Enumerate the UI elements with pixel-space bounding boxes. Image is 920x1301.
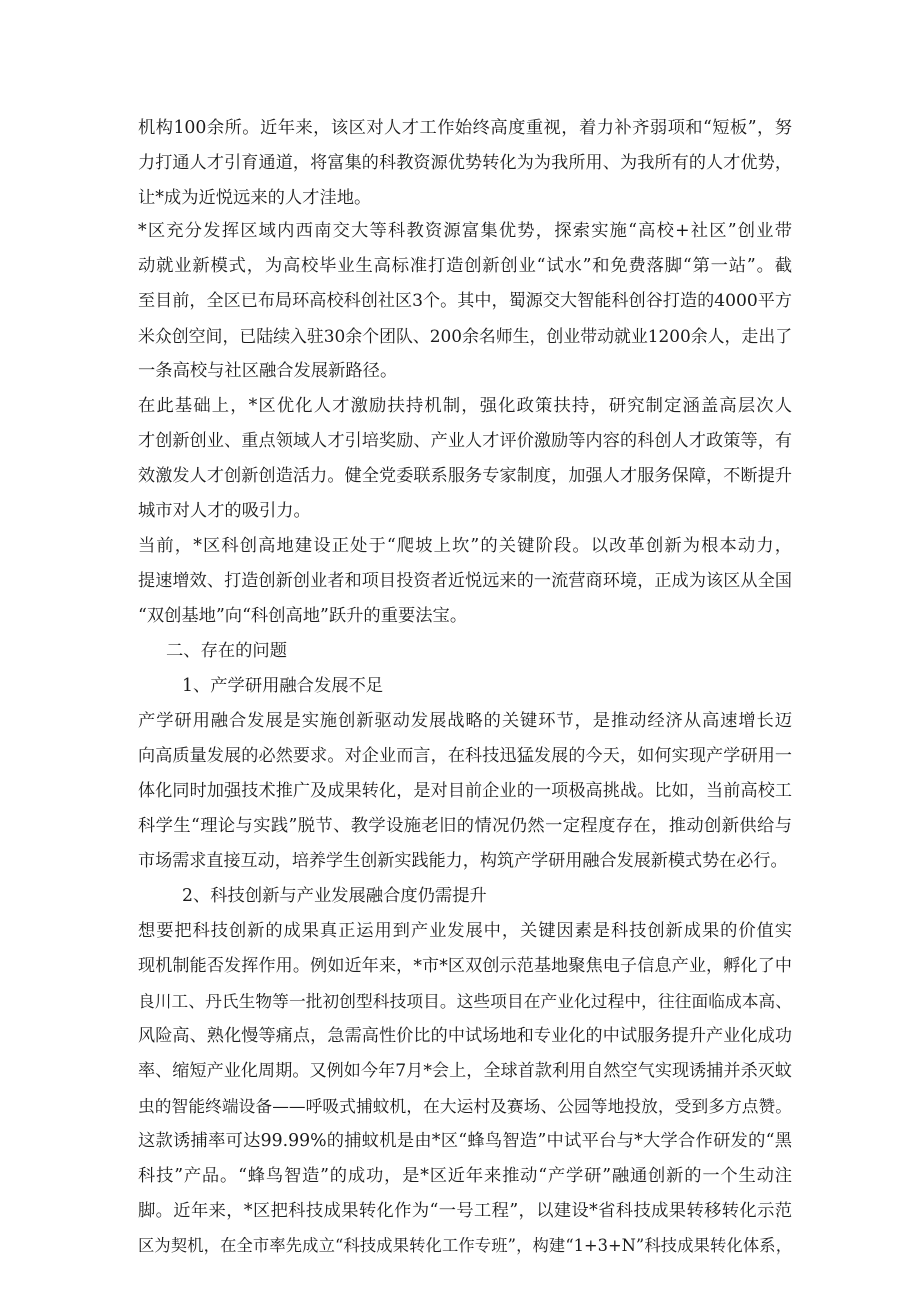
text-line: 城市对人才的吸引力。 <box>138 501 311 521</box>
subsection-heading: 1、产学研用融合发展不足 <box>182 676 384 696</box>
text-line: 当前，*区科创高地建设正处于“爬坡上坎”的关键阶段。以改革创新为根本动力， <box>138 536 792 556</box>
text-line: 至目前，全区已布局环高校科创社区3个。其中，蜀源交大智能科创谷打造的4000平方 <box>138 291 792 311</box>
text-line: 米众创空间，已陆续入驻30余个团队、200余名师生，创业带动就业1200余人，走出了 <box>138 326 793 346</box>
text-line: 一条高校与社区融合发展新路径。 <box>138 361 398 381</box>
text-line: 科学生“理论与实践”脱节、教学设施老旧的情况仍然一定程度存在，推动创新供给与 <box>138 816 792 836</box>
section-heading: 二、存在的问题 <box>166 641 287 661</box>
text-line: 才创新创业、重点领域人才引培奖励、产业人才评价激励等内容的科创人才政策等，有 <box>138 431 792 451</box>
text-line: 提速增效、打造创新创业者和项目投资者近悦远来的一流营商环境，正成为该区从全国 <box>138 571 792 591</box>
text-line: 产学研用融合发展是实施创新驱动发展战略的关键环节，是推动经济从高速增长迈 <box>138 711 792 731</box>
text-line: 想要把科技创新的成果真正运用到产业发展中，关键因素是科技创新成果的价值实 <box>138 921 792 941</box>
subsection-heading: 2、科技创新与产业发展融合度仍需提升 <box>182 886 487 906</box>
text-line: 让*成为近悦远来的人才洼地。 <box>138 188 372 208</box>
text-line: 力打通人才引育通道，将富集的科教资源优势转化为为我所用、为我所有的人才优势， <box>138 153 792 173</box>
text-line: “双创基地”向“科创高地”跃升的重要法宝。 <box>138 606 468 626</box>
text-line: 率、缩短产业化周期。又例如今年7月*会上，全球首款利用自然空气实现诱捕并杀灭蚊 <box>138 1061 792 1081</box>
text-line: 区为契机，在全市率先成立“科技成果转化工作专班”，构建“1+3+N”科技成果转化体系， <box>138 1236 792 1255</box>
text-line: 动就业新模式，为高校毕业生高标准打造创新创业“试水”和免费落脚“第一站”。截 <box>138 256 792 276</box>
text-line: 市场需求直接互动，培养学生创新实践能力，构筑产学研用融合发展新模式势在必行。 <box>138 851 788 871</box>
text-line: *区充分发挥区域内西南交大等科教资源富集优势，探索实施“高校+社区”创业带 <box>138 221 792 241</box>
text-line: 良川工、丹氏生物等一批初创型科技项目。这些项目在产业化过程中，往往面临成本高、 <box>138 991 792 1011</box>
text-line: 效激发人才创新创造活力。健全党委联系服务专家制度，加强人才服务保障，不断提升 <box>138 466 792 486</box>
text-line: 现机制能否发挥作用。例如近年来，*市*区双创示范基地聚焦电子信息产业，孵化了中 <box>138 956 792 976</box>
text-line: 风险高、熟化慢等痛点，急需高性价比的中试场地和专业化的中试服务提升产业化成功 <box>138 1026 792 1046</box>
text-line: 这款诱捕率可达99.99%的捕蚊机是由*区“蜂鸟智造”中试平台与*大学合作研发的“黑 <box>138 1131 792 1151</box>
text-line: 虫的智能终端设备——呼吸式捕蚊机，在大运村及赛场、公园等地投放，受到多方点赞。 <box>138 1096 792 1116</box>
text-line: 体化同时加强技术推广及成果转化，是对目前企业的一项极高挑战。比如，当前高校工 <box>138 781 792 801</box>
text-line: 科技”产品。“蜂鸟智造”的成功，是*区近年来推动“产学研”融通创新的一个生动注 <box>138 1166 792 1186</box>
text-line: 脚。近年来，*区把科技成果转化作为“一号工程”，以建设*省科技成果转移转化示范 <box>138 1201 792 1221</box>
text-line: 在此基础上，*区优化人才激励扶持机制，强化政策扶持，研究制定涵盖高层次人 <box>138 396 792 416</box>
text-line: 机构100余所。近年来，该区对人才工作始终高度重视，着力补齐弱项和“短板”，努 <box>138 118 792 138</box>
text-line: 向高质量发展的必然要求。对企业而言，在科技迅猛发展的今天，如何实现产学研用一 <box>138 746 792 766</box>
